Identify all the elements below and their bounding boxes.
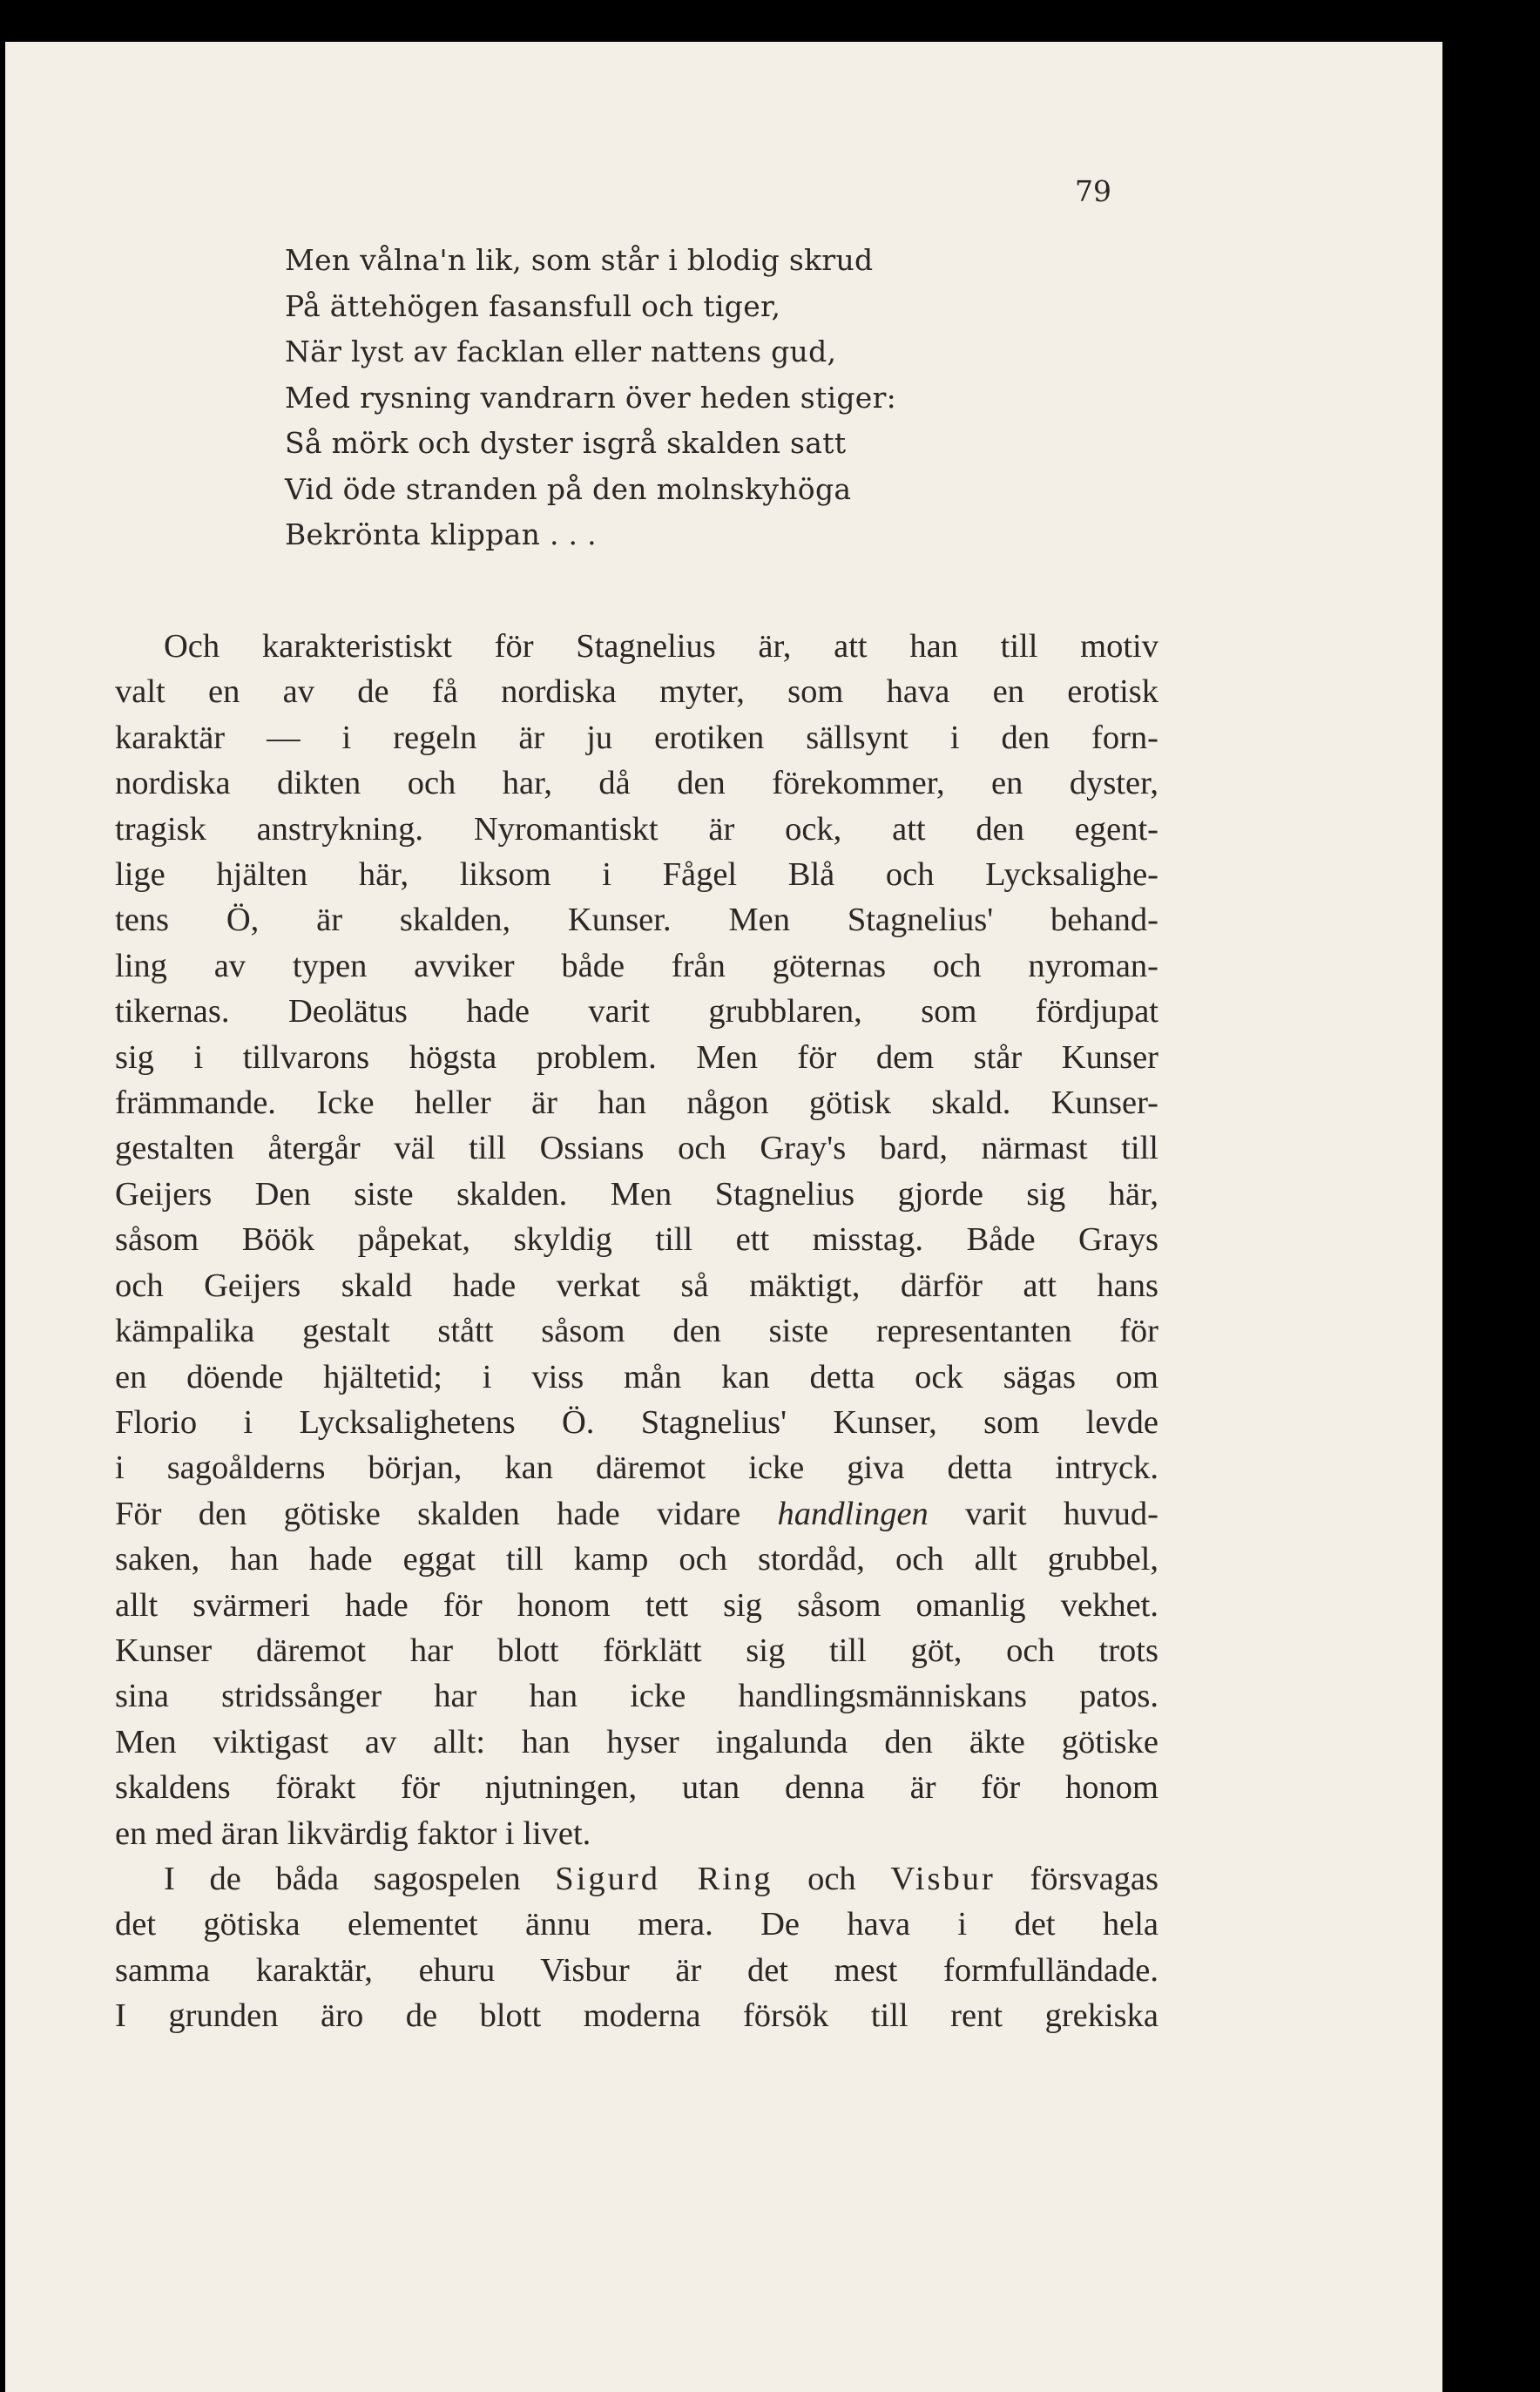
text-line: allt svärmeri hade för honom tett sig såsom omanlig vekhet. [115, 1586, 1158, 1624]
text-run: För den götiske skalden hade vidare [115, 1495, 778, 1532]
page-number: 79 [1075, 174, 1111, 208]
text-line: främmande. Icke heller är han någon götisk skald. Kunser- [115, 1085, 1158, 1122]
text-line: skaldens förakt för njutningen, utan denna är för honom [115, 1769, 1158, 1807]
poem-line: Med rysning vandrarn över heden stiger: [285, 380, 897, 415]
text-line: karaktär — i regeln är ju erotiken sällsynt i den forn- [115, 719, 1158, 756]
text-line: det götiska elementet ännu mera. De hava i det hela [115, 1906, 1158, 1943]
text-line: saken, han hade eggat till kamp och stordåd, och allt grubbel, [115, 1541, 1158, 1578]
text-run: I de båda sagospelen [164, 1860, 556, 1897]
emphasized-word: handlingen [777, 1495, 929, 1532]
text-line [115, 1491, 1158, 1537]
body-text [115, 624, 1158, 2039]
text-line: tragisk anstrykning. Nyromantiskt är ock, att den egent- [115, 810, 1158, 848]
text-line: Och karakteristiskt för Stagnelius är, att han till motiv [164, 628, 1158, 665]
text-line: sig i tillvarons högsta problem. Men för dem står Kunser [115, 1038, 1158, 1076]
poem-line: Men vålna'n lik, som står i blodig skrud [285, 243, 874, 277]
text-line: gestalten återgår väl till Ossians och Gray's bard, närmast till [115, 1130, 1158, 1167]
text-line: I grunden äro de blott moderna försök till rent grekiska [115, 1997, 1158, 2035]
poem-line: När lyst av facklan eller nattens gud, [285, 334, 837, 368]
text-line: Kunser däremot har blott förklätt sig till göt, och trots [115, 1632, 1158, 1669]
text-line: en döende hjältetid; i viss mån kan detta ock sägas om [115, 1358, 1158, 1395]
text-line: lige hjälten här, liksom i Fågel Blå och Lycksalighe- [115, 856, 1158, 894]
text-line: Florio i Lycksalighetens Ö. Stagnelius' Kunser, som levde [115, 1403, 1158, 1441]
text-line: Men viktigast av allt: han hyser ingalunda den äkte götiske [115, 1723, 1158, 1760]
text-line: valt en av de få nordiska myter, som hava en erotisk [115, 673, 1158, 711]
text-line: kämpalika gestalt stått såsom den siste representanten för [115, 1313, 1158, 1350]
text-line: en med äran likvärdig faktor i livet. [115, 1814, 591, 1852]
spaced-title: Sigurd Ring [555, 1860, 773, 1897]
text-run: och [773, 1860, 891, 1897]
spaced-title: Visbur [890, 1860, 996, 1897]
text-line: tikernas. Deolätus hade varit grubblaren, som fördjupat [115, 993, 1158, 1030]
text-line: ling av typen avviker både från göternas och nyroman- [115, 947, 1158, 984]
text-line: och Geijers skald hade verkat så mäktigt, därför att hans [115, 1267, 1158, 1304]
poem-line: Vid öde stranden på den molnskyhöga [285, 471, 852, 506]
text-line: nordiska dikten och har, då den förekommer, en dyster, [115, 765, 1158, 802]
poem-line: På ättehögen fasansfull och tiger, [285, 288, 781, 323]
poem-line: Så mörk och dyster isgrå skalden satt [285, 426, 847, 460]
book-page [5, 42, 1442, 2392]
text-run: försvagas [995, 1860, 1158, 1897]
text-line: i sagoålderns början, kan däremot icke giva detta intryck. [115, 1449, 1158, 1487]
text-line: samma karaktär, ehuru Visbur är det mest formfulländade. [115, 1951, 1158, 1989]
text-run: varit huvud- [928, 1495, 1158, 1532]
text-line [115, 1856, 1158, 1902]
text-line: såsom Böök påpekat, skyldig till ett misstag. Både Grays [115, 1221, 1158, 1259]
poem-quote [285, 238, 896, 558]
poem-line: Bekrönta klippan . . . [285, 517, 597, 551]
text-line: sina stridssånger har han icke handlingsmänniskans patos. [115, 1678, 1158, 1715]
text-line: tens Ö, är skalden, Kunser. Men Stagnelius' behand- [115, 902, 1158, 939]
text-line: Geijers Den siste skalden. Men Stagnelius gjorde sig här, [115, 1175, 1158, 1213]
